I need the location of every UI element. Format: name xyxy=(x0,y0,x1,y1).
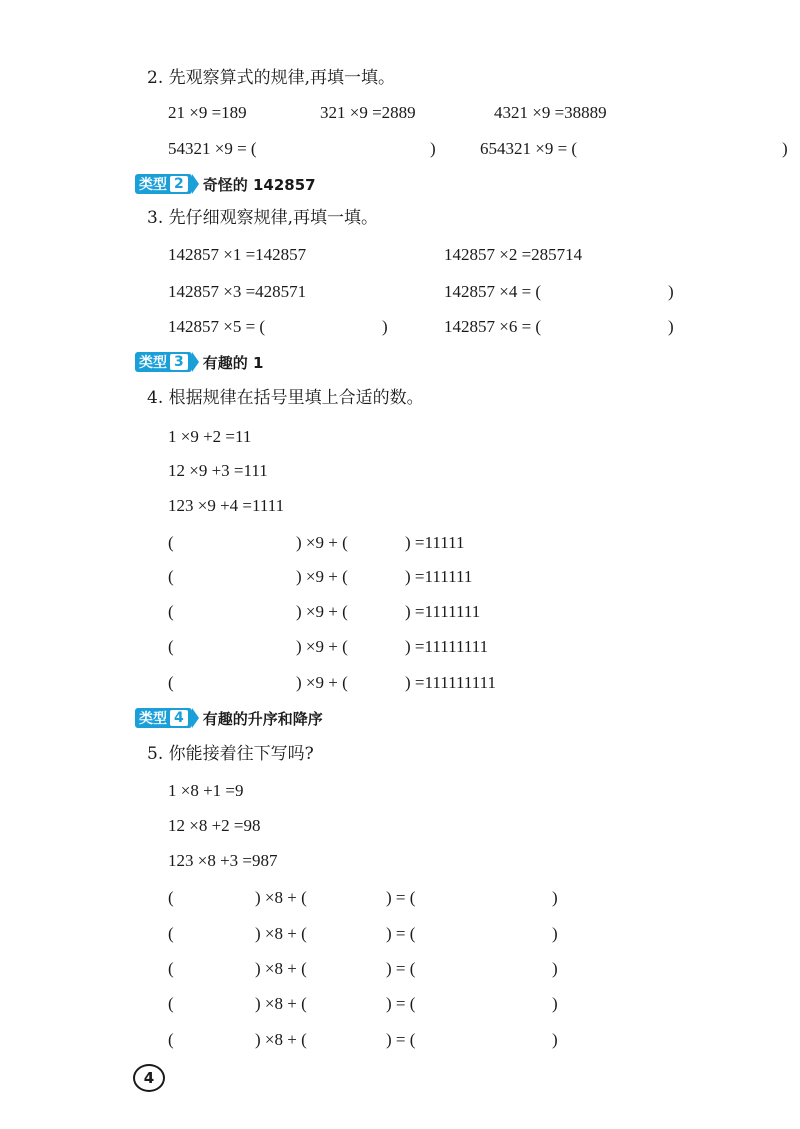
q2-blank-2-left: 654321 ×9 = ( xyxy=(480,139,578,158)
q5-blank-eq: ) = ( xyxy=(386,994,416,1013)
page-number: 4 xyxy=(133,1064,165,1092)
q4-blank-result: ) =11111 xyxy=(405,533,465,552)
q3-blank-x6-left: 142857 ×6 = ( xyxy=(444,317,542,336)
q5-blank-mid: ) ×8 + ( xyxy=(255,1030,307,1049)
q5-blank-close: ) xyxy=(552,959,558,978)
q5-blank-open: ( xyxy=(168,1030,174,1049)
q2-blank-1-right: ) xyxy=(430,139,436,158)
q4-blank-result: ) =111111111 xyxy=(405,673,496,692)
q2-title: 2. 先观察算式的规律,再填一填。 xyxy=(147,68,396,88)
q3-example-1: 142857 ×1 =142857 xyxy=(168,245,307,264)
q4-blank-mid: ) ×9 + ( xyxy=(296,637,348,656)
q4-blank-mid: ) ×9 + ( xyxy=(296,567,348,586)
q4-blank-result: ) =11111111 xyxy=(405,637,489,656)
badge-arrow-icon xyxy=(192,708,199,728)
q4-example-2: 12 ×9 +3 =111 xyxy=(168,461,268,480)
q3-blank-x4-right: ) xyxy=(668,282,674,301)
q4-title: 4. 根据规律在括号里填上合适的数。 xyxy=(147,388,424,408)
type-badge: 类型 4 xyxy=(135,708,192,728)
q4-blank-open: ( xyxy=(168,567,174,586)
q4-example-3: 123 ×9 +4 =1111 xyxy=(168,496,285,515)
section-title: 有趣的升序和降序 xyxy=(202,709,323,728)
badge-arrow-icon xyxy=(192,352,199,372)
q3-example-2: 142857 ×2 =285714 xyxy=(444,245,583,264)
q4-blank-open: ( xyxy=(168,637,174,656)
q5-blank-close: ) xyxy=(552,994,558,1013)
q5-title: 5. 你能接着往下写吗? xyxy=(147,744,314,764)
badge-arrow-icon xyxy=(192,174,199,194)
section-title: 奇怪的 142857 xyxy=(202,175,316,194)
q3-blank-x5-left: 142857 ×5 = ( xyxy=(168,317,266,336)
q4-blank-open: ( xyxy=(168,673,174,692)
q4-blank-open: ( xyxy=(168,602,174,621)
q4-blank-mid: ) ×9 + ( xyxy=(296,673,348,692)
q2-blank-1-left: 54321 ×9 = ( xyxy=(168,139,257,158)
q2-example-2: 321 ×9 =2889 xyxy=(320,103,416,122)
q5-blank-mid: ) ×8 + ( xyxy=(255,924,307,943)
q3-blank-x6-right: ) xyxy=(668,317,674,336)
q2-blank-2-right: ) xyxy=(782,139,788,158)
q3-blank-x4-left: 142857 ×4 = ( xyxy=(444,282,542,301)
q4-example-1: 1 ×9 +2 =11 xyxy=(168,427,252,446)
q5-blank-eq: ) = ( xyxy=(386,888,416,907)
q5-blank-open: ( xyxy=(168,994,174,1013)
q5-blank-mid: ) ×8 + ( xyxy=(255,994,307,1013)
q5-example-1: 1 ×8 +1 =9 xyxy=(168,781,244,800)
q5-example-2: 12 ×8 +2 =98 xyxy=(168,816,261,835)
q5-blank-close: ) xyxy=(552,1030,558,1049)
q5-blank-close: ) xyxy=(552,924,558,943)
q5-blank-open: ( xyxy=(168,959,174,978)
q5-blank-open: ( xyxy=(168,888,174,907)
q5-blank-mid: ) ×8 + ( xyxy=(255,959,307,978)
q2-example-3: 4321 ×9 =38889 xyxy=(494,103,607,122)
q5-blank-eq: ) = ( xyxy=(386,959,416,978)
q3-example-3: 142857 ×3 =428571 xyxy=(168,282,307,301)
q5-example-3: 123 ×8 +3 =987 xyxy=(168,851,278,870)
q4-blank-result: ) =1111111 xyxy=(405,602,481,621)
q3-blank-x5-right: ) xyxy=(382,317,388,336)
q4-blank-mid: ) ×9 + ( xyxy=(296,533,348,552)
section-header-type4 xyxy=(135,707,323,729)
section-title: 有趣的 1 xyxy=(202,353,264,372)
q4-blank-mid: ) ×9 + ( xyxy=(296,602,348,621)
section-header-type3 xyxy=(135,351,263,373)
type-badge: 类型 3 xyxy=(135,352,192,372)
q5-blank-open: ( xyxy=(168,924,174,943)
q4-blank-open: ( xyxy=(168,533,174,552)
q2-example-1: 21 ×9 =189 xyxy=(168,103,247,122)
q3-title: 3. 先仔细观察规律,再填一填。 xyxy=(147,208,379,228)
q5-blank-mid: ) ×8 + ( xyxy=(255,888,307,907)
section-header-type2 xyxy=(135,173,316,195)
q5-blank-eq: ) = ( xyxy=(386,1030,416,1049)
q5-blank-close: ) xyxy=(552,888,558,907)
q4-blank-result: ) =111111 xyxy=(405,567,473,586)
type-badge: 类型 2 xyxy=(135,174,192,194)
q5-blank-eq: ) = ( xyxy=(386,924,416,943)
